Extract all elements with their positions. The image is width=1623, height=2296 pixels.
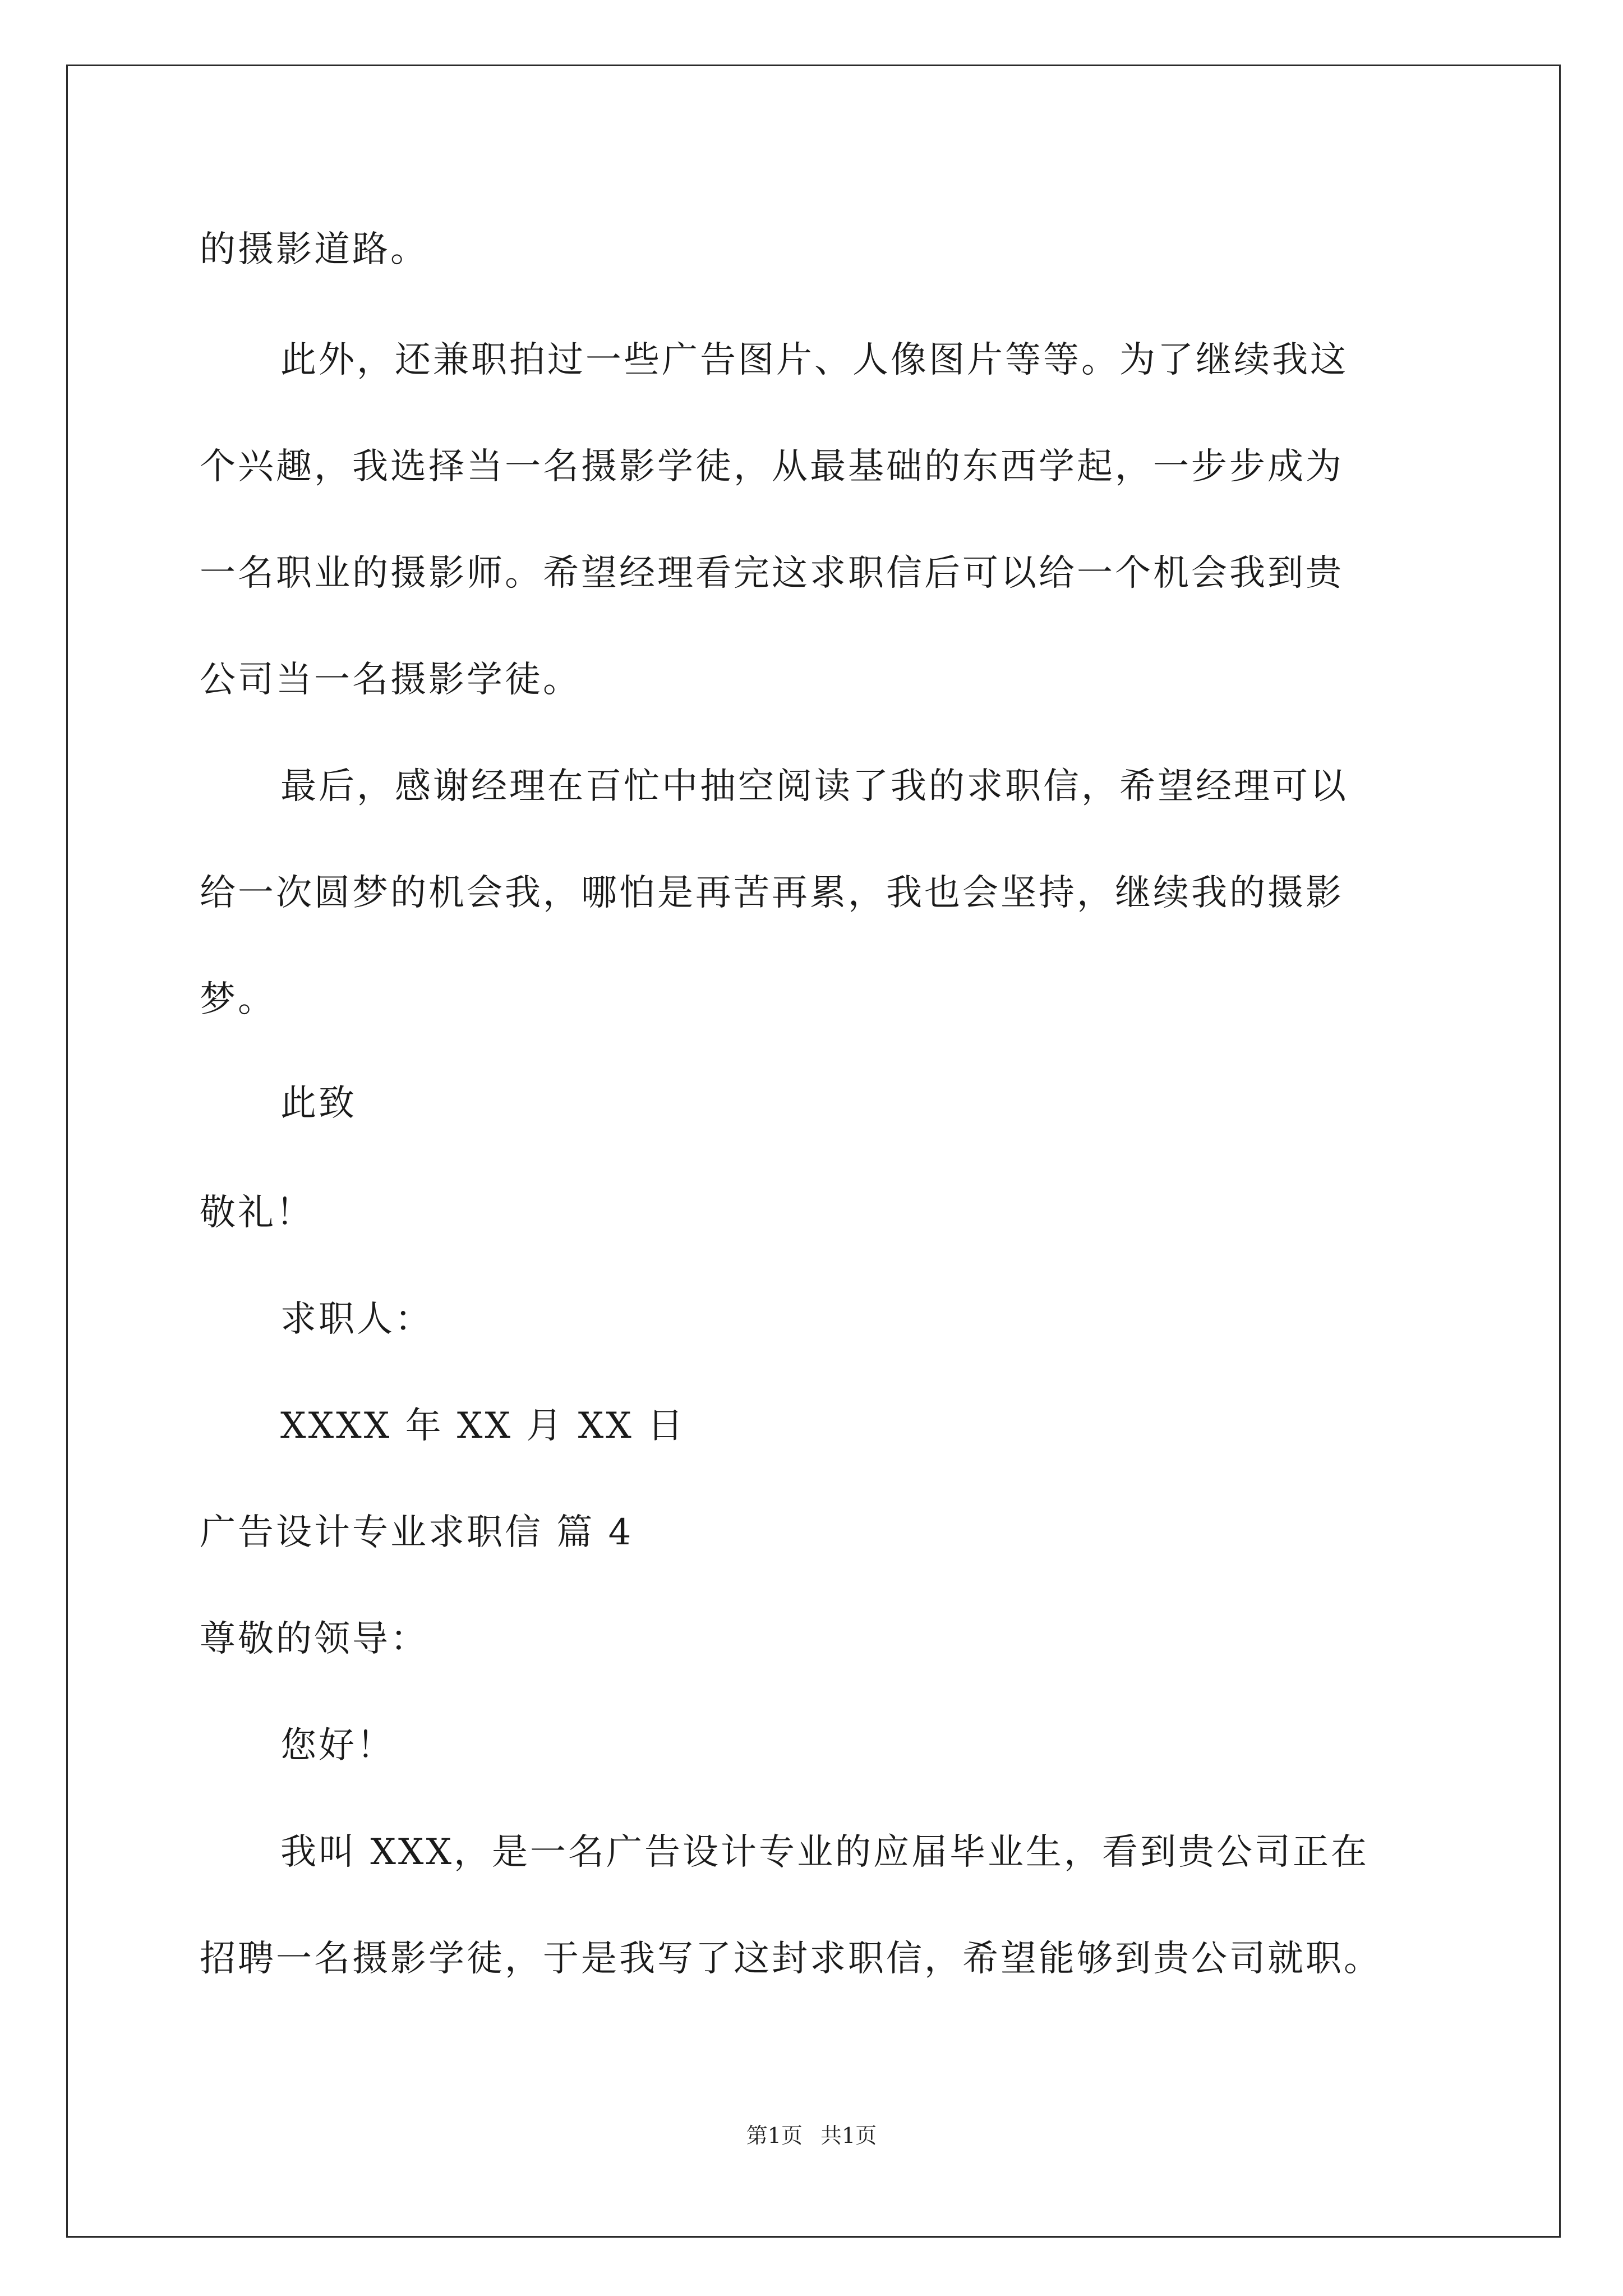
- greeting: 您好！: [280, 1725, 395, 1766]
- body-line: 招聘一名摄影学徒，于是我写了这封求职信，希望能够到贵公司就职。: [200, 1938, 1382, 1980]
- page-border: [66, 65, 1561, 2238]
- page-footer: [0, 2125, 1623, 2146]
- date-line: XXXX 年 XX 月 XX 日: [280, 1405, 686, 1447]
- paragraph-start-line: 此外，还兼职拍过一些广告图片、人像图片等等。为了继续我这: [280, 339, 1348, 381]
- applicant-label: 求职人：: [280, 1299, 433, 1340]
- page-number: 第1页: [746, 2123, 803, 2148]
- body-line-1: 的摄影道路。: [200, 229, 428, 270]
- greeting-recipient: 尊敬的领导：: [200, 1618, 428, 1660]
- body-line: 给一次圆梦的机会我，哪怕是再苦再累，我也会坚持，继续我的摄影: [200, 872, 1344, 914]
- section-heading: 广告设计专业求职信 篇 4: [200, 1512, 634, 1553]
- body-line: 梦。: [200, 979, 276, 1020]
- salutation-closing: 敬礼！: [200, 1192, 314, 1234]
- body-line: 公司当一名摄影学徒。: [200, 659, 581, 701]
- body-line: 个兴趣，我选择当一名摄影学徒，从最基础的东西学起，一步步成为: [200, 446, 1344, 487]
- page-total: 共1页: [820, 2123, 877, 2148]
- body-line: 一名职业的摄影师。希望经理看完这求职信后可以给一个机会我到贵: [200, 553, 1344, 594]
- closing-phrase: 此致: [280, 1083, 357, 1124]
- paragraph-start-line: 我叫 XXX，是一名广告设计专业的应届毕业生，看到贵公司正在: [280, 1832, 1370, 1873]
- paragraph-start-line: 最后，感谢经理在百忙中抽空阅读了我的求职信，希望经理可以: [280, 766, 1348, 807]
